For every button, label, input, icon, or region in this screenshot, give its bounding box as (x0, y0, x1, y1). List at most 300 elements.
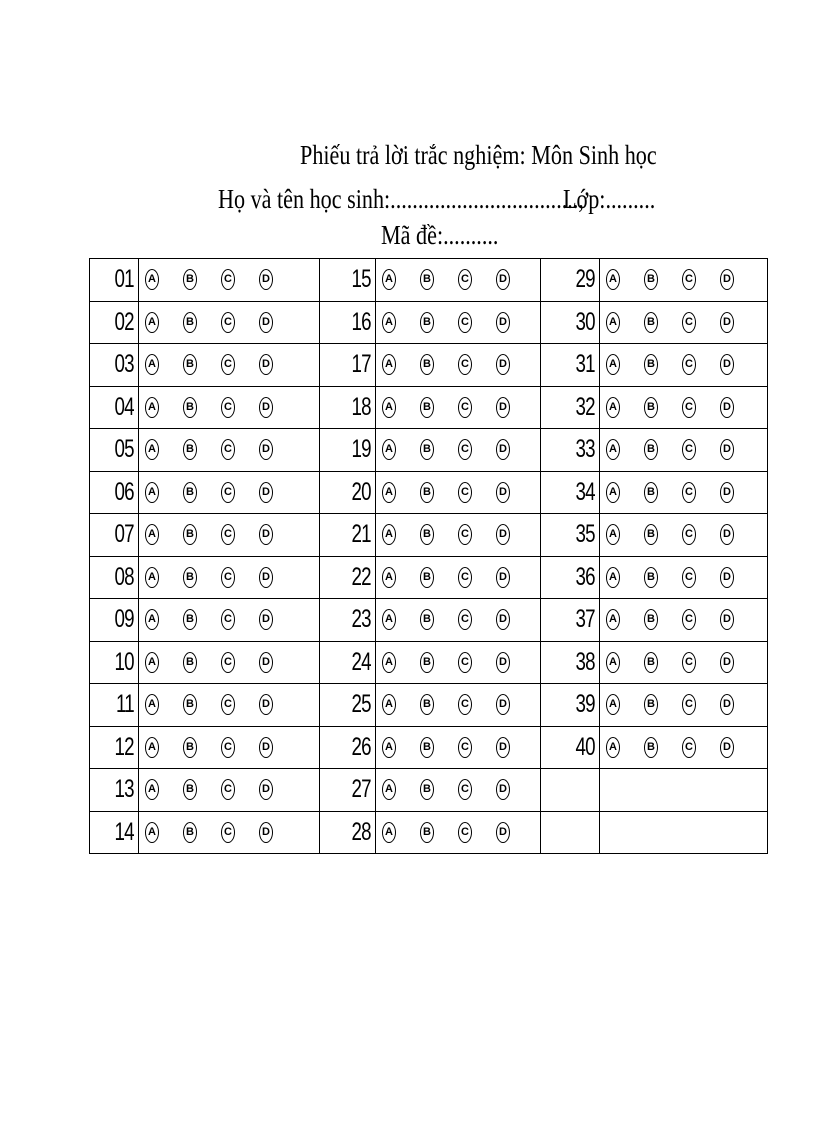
answer-row (90, 344, 768, 387)
question-number: 22 (351, 562, 371, 591)
answer-bubble-a[interactable]: A (606, 439, 620, 460)
answer-bubbles (600, 652, 767, 673)
answer-bubble-a[interactable]: A (145, 524, 159, 545)
answer-options-cell (376, 599, 541, 642)
question-number-cell (320, 259, 376, 302)
answer-bubble-c[interactable]: C (682, 609, 696, 630)
exam-code-field[interactable]: Mã đề:.......... (381, 220, 499, 250)
answer-bubble-b[interactable]: B (420, 312, 434, 333)
answer-bubble-b[interactable]: B (420, 609, 434, 630)
answer-bubble-c[interactable]: C (458, 694, 472, 715)
answer-bubble-a[interactable]: A (145, 822, 159, 843)
answer-options-cell (376, 514, 541, 557)
question-number: 34 (575, 477, 595, 506)
question-number-cell (90, 769, 139, 812)
answer-bubble-b[interactable]: B (183, 737, 197, 758)
question-number: 09 (114, 605, 134, 634)
answer-options-cell (139, 514, 320, 557)
question-number: 08 (114, 562, 134, 591)
answer-bubbles (376, 567, 540, 588)
answer-options-cell (139, 769, 320, 812)
answer-bubbles (139, 652, 319, 673)
answer-bubbles (376, 354, 540, 375)
answer-bubble-b[interactable]: B (644, 269, 658, 290)
answer-bubble-a[interactable]: A (145, 652, 159, 673)
answer-options-cell (139, 344, 320, 387)
question-number: 28 (351, 817, 371, 846)
answer-bubble-c[interactable]: C (458, 609, 472, 630)
answer-row (90, 769, 768, 812)
answer-bubbles (376, 652, 540, 673)
answer-bubble-b[interactable]: B (420, 482, 434, 503)
answer-options-cell (376, 726, 541, 769)
answer-bubble-c[interactable]: C (221, 312, 235, 333)
answer-bubble-c[interactable]: C (458, 822, 472, 843)
answer-bubble-a[interactable]: A (145, 269, 159, 290)
question-number-cell (541, 301, 600, 344)
question-number-cell (90, 641, 139, 684)
answer-bubble-d[interactable]: D (259, 694, 273, 715)
answer-row (90, 684, 768, 727)
question-number: 37 (575, 605, 595, 634)
answer-bubbles (139, 737, 319, 758)
answer-bubble-b[interactable]: B (644, 567, 658, 588)
question-number-cell (541, 556, 600, 599)
answer-bubble-c[interactable]: C (682, 567, 696, 588)
answer-bubble-c[interactable]: C (682, 354, 696, 375)
question-number-cell (541, 769, 600, 812)
answer-bubble-b[interactable]: B (183, 567, 197, 588)
answer-bubble-c[interactable]: C (458, 397, 472, 418)
answer-bubble-d[interactable]: D (720, 652, 734, 673)
answer-bubbles (600, 312, 767, 333)
answer-bubbles (376, 269, 540, 290)
answer-bubble-c[interactable]: C (221, 694, 235, 715)
answer-bubble-b[interactable]: B (183, 354, 197, 375)
answer-bubble-d[interactable]: D (259, 397, 273, 418)
question-number-cell (320, 514, 376, 557)
answer-bubble-c[interactable]: C (458, 439, 472, 460)
answer-bubble-d[interactable]: D (720, 609, 734, 630)
answer-bubble-a[interactable]: A (382, 779, 396, 800)
answer-bubbles (600, 269, 767, 290)
answer-bubble-b[interactable]: B (183, 312, 197, 333)
answer-bubble-b[interactable]: B (183, 524, 197, 545)
answer-bubble-d[interactable]: D (720, 524, 734, 545)
answer-bubble-b[interactable]: B (644, 694, 658, 715)
answer-bubble-d[interactable]: D (496, 737, 510, 758)
answer-bubble-c[interactable]: C (221, 482, 235, 503)
question-number-cell (90, 471, 139, 514)
answer-bubble-c[interactable]: C (221, 779, 235, 800)
answer-bubble-d[interactable]: D (720, 312, 734, 333)
student-name-field[interactable]: Họ và tên học sinh:.................................., (218, 184, 584, 214)
answer-bubble-a[interactable]: A (145, 737, 159, 758)
answer-bubble-d[interactable]: D (259, 652, 273, 673)
answer-bubble-b[interactable]: B (644, 482, 658, 503)
answer-bubble-b[interactable]: B (183, 439, 197, 460)
answer-options-cell (139, 259, 320, 302)
answer-bubble-d[interactable]: D (259, 312, 273, 333)
answer-bubble-d[interactable]: D (496, 779, 510, 800)
answer-bubble-a[interactable]: A (382, 694, 396, 715)
question-number: 40 (575, 732, 595, 761)
answer-bubbles (376, 397, 540, 418)
question-number: 17 (351, 350, 371, 379)
answer-bubble-a[interactable]: A (382, 397, 396, 418)
answer-options-cell (376, 386, 541, 429)
answer-bubble-a[interactable]: A (145, 354, 159, 375)
answer-bubbles (600, 482, 767, 503)
question-number: 12 (114, 732, 134, 761)
question-number-cell (320, 301, 376, 344)
answer-bubble-c[interactable]: C (221, 609, 235, 630)
answer-bubble-d[interactable]: D (496, 524, 510, 545)
answer-bubble-a[interactable]: A (145, 482, 159, 503)
answer-options-cell (139, 301, 320, 344)
answer-bubbles (600, 524, 767, 545)
answer-bubbles (376, 312, 540, 333)
answer-bubble-c[interactable]: C (458, 269, 472, 290)
answer-bubble-b[interactable]: B (420, 694, 434, 715)
answer-bubble-b[interactable]: B (420, 822, 434, 843)
answer-options-cell (376, 641, 541, 684)
answer-bubble-c[interactable]: C (682, 482, 696, 503)
answer-bubble-b[interactable]: B (420, 269, 434, 290)
answer-bubbles (139, 694, 319, 715)
answer-bubble-d[interactable]: D (259, 269, 273, 290)
answer-bubble-d[interactable]: D (496, 652, 510, 673)
answer-bubble-c[interactable]: C (682, 737, 696, 758)
answer-bubbles (600, 694, 767, 715)
answer-bubble-d[interactable]: D (720, 439, 734, 460)
answer-bubble-b[interactable]: B (183, 397, 197, 418)
answer-bubble-d[interactable]: D (496, 609, 510, 630)
answer-bubbles (139, 397, 319, 418)
question-number-cell (90, 811, 139, 854)
answer-bubble-b[interactable]: B (420, 354, 434, 375)
answer-bubble-d[interactable]: D (496, 567, 510, 588)
answer-bubbles (139, 524, 319, 545)
answer-bubble-a[interactable]: A (382, 312, 396, 333)
answer-bubbles (376, 779, 540, 800)
answer-bubbles (376, 439, 540, 460)
answer-bubble-d[interactable]: D (259, 524, 273, 545)
sheet-title: Phiếu trả lời trắc nghiệm: Môn Sinh học (300, 140, 657, 170)
question-number-cell (320, 641, 376, 684)
answer-bubble-a[interactable]: A (382, 524, 396, 545)
answer-bubble-c[interactable]: C (682, 439, 696, 460)
answer-bubble-a[interactable]: A (145, 439, 159, 460)
answer-bubble-c[interactable]: C (458, 312, 472, 333)
answer-bubble-c[interactable]: C (458, 482, 472, 503)
answer-options-cell (139, 726, 320, 769)
answer-bubble-b[interactable]: B (183, 482, 197, 503)
answer-bubble-a[interactable]: A (382, 652, 396, 673)
answer-bubble-a[interactable]: A (382, 567, 396, 588)
answer-bubble-b[interactable]: B (420, 439, 434, 460)
answer-bubble-c[interactable]: C (458, 567, 472, 588)
answer-bubbles (600, 354, 767, 375)
answer-bubble-c[interactable]: C (221, 269, 235, 290)
question-number: 10 (114, 647, 134, 676)
question-number: 16 (351, 307, 371, 336)
answer-bubble-d[interactable]: D (496, 694, 510, 715)
answer-bubble-d[interactable]: D (720, 354, 734, 375)
answer-bubble-d[interactable]: D (496, 482, 510, 503)
question-number-cell (541, 259, 600, 302)
question-number-cell (541, 514, 600, 557)
question-number: 19 (351, 435, 371, 464)
question-number-cell (541, 811, 600, 854)
question-number: 24 (351, 647, 371, 676)
answer-options-cell (600, 811, 768, 854)
answer-bubble-b[interactable]: B (183, 269, 197, 290)
answer-bubble-b[interactable]: B (644, 312, 658, 333)
answer-bubble-a[interactable]: A (145, 779, 159, 800)
question-number-cell (541, 599, 600, 642)
question-number-cell (320, 429, 376, 472)
question-number: 33 (575, 435, 595, 464)
answer-options-cell (376, 769, 541, 812)
answer-bubble-c[interactable]: C (458, 737, 472, 758)
answer-bubble-c[interactable]: C (221, 652, 235, 673)
question-number-cell (90, 344, 139, 387)
answer-bubbles (376, 524, 540, 545)
answer-bubble-c[interactable]: C (221, 354, 235, 375)
answer-bubble-c[interactable]: C (221, 439, 235, 460)
question-number-cell (90, 259, 139, 302)
answer-bubbles (139, 312, 319, 333)
answer-bubble-b[interactable]: B (644, 652, 658, 673)
answer-options-cell (600, 599, 768, 642)
answer-bubble-d[interactable]: D (496, 822, 510, 843)
question-number: 14 (114, 817, 134, 846)
answer-bubble-b[interactable]: B (420, 524, 434, 545)
question-number-cell (90, 684, 139, 727)
answer-bubbles (139, 609, 319, 630)
answer-bubble-c[interactable]: C (221, 567, 235, 588)
answer-bubble-d[interactable]: D (496, 397, 510, 418)
answer-bubble-a[interactable]: A (606, 609, 620, 630)
answer-options-cell (376, 301, 541, 344)
answer-bubble-a[interactable]: A (382, 482, 396, 503)
answer-bubble-c[interactable]: C (682, 524, 696, 545)
answer-options-cell (600, 301, 768, 344)
question-number-cell (320, 769, 376, 812)
answer-bubble-b[interactable]: B (644, 397, 658, 418)
answer-bubble-d[interactable]: D (259, 482, 273, 503)
answer-options-cell (600, 386, 768, 429)
answer-options-cell (139, 556, 320, 599)
question-number: 35 (575, 520, 595, 549)
answer-bubbles (600, 609, 767, 630)
answer-bubble-d[interactable]: D (259, 567, 273, 588)
answer-bubble-d[interactable]: D (496, 354, 510, 375)
answer-options-cell (376, 344, 541, 387)
answer-bubble-c[interactable]: C (221, 737, 235, 758)
answer-bubble-b[interactable]: B (420, 652, 434, 673)
question-number: 39 (575, 690, 595, 719)
answer-row (90, 599, 768, 642)
answer-bubble-a[interactable]: A (382, 737, 396, 758)
class-field[interactable]: Lớp:......... (563, 184, 656, 214)
answer-bubbles (376, 737, 540, 758)
answer-bubble-c[interactable]: C (682, 652, 696, 673)
answer-bubbles (376, 609, 540, 630)
answer-bubble-a[interactable]: A (606, 694, 620, 715)
question-number-cell (90, 556, 139, 599)
answer-bubble-a[interactable]: A (606, 737, 620, 758)
answer-bubble-b[interactable]: B (420, 779, 434, 800)
answer-bubble-a[interactable]: A (145, 312, 159, 333)
question-number-cell (90, 386, 139, 429)
answer-options-cell (139, 599, 320, 642)
answer-bubble-a[interactable]: A (382, 822, 396, 843)
answer-bubble-c[interactable]: C (221, 822, 235, 843)
answer-bubble-b[interactable]: B (183, 694, 197, 715)
question-number: 36 (575, 562, 595, 591)
answer-bubble-d[interactable]: D (496, 439, 510, 460)
answer-bubble-c[interactable]: C (221, 397, 235, 418)
question-number-cell (320, 811, 376, 854)
question-number-cell (90, 514, 139, 557)
question-number-cell (541, 726, 600, 769)
answer-bubble-a[interactable]: A (606, 567, 620, 588)
question-number: 20 (351, 477, 371, 506)
answer-bubble-d[interactable]: D (496, 269, 510, 290)
answer-bubble-c[interactable]: C (458, 652, 472, 673)
question-number-cell (320, 684, 376, 727)
answer-bubble-a[interactable]: A (382, 354, 396, 375)
question-number-cell (320, 471, 376, 514)
answer-bubble-b[interactable]: B (644, 439, 658, 460)
answer-bubbles (600, 397, 767, 418)
question-number: 32 (575, 392, 595, 421)
answer-bubble-a[interactable]: A (145, 609, 159, 630)
question-number-cell (320, 599, 376, 642)
answer-bubble-a[interactable]: A (382, 439, 396, 460)
question-number: 25 (351, 690, 371, 719)
answer-bubble-a[interactable]: A (145, 567, 159, 588)
answer-bubbles (139, 482, 319, 503)
answer-bubble-b[interactable]: B (644, 609, 658, 630)
answer-bubble-b[interactable]: B (183, 652, 197, 673)
answer-bubble-d[interactable]: D (259, 354, 273, 375)
answer-bubbles (139, 354, 319, 375)
answer-bubble-a[interactable]: A (382, 609, 396, 630)
answer-bubble-a[interactable]: A (606, 524, 620, 545)
answer-options-cell (139, 684, 320, 727)
answer-bubbles (139, 439, 319, 460)
answer-bubble-d[interactable]: D (720, 567, 734, 588)
question-number-cell (320, 386, 376, 429)
answer-options-cell (376, 811, 541, 854)
answer-bubble-d[interactable]: D (720, 737, 734, 758)
answer-bubble-d[interactable]: D (259, 609, 273, 630)
answer-bubble-a[interactable]: A (606, 482, 620, 503)
answer-bubble-a[interactable]: A (606, 269, 620, 290)
answer-options-cell (376, 556, 541, 599)
question-number: 31 (575, 350, 595, 379)
answer-bubble-b[interactable]: B (183, 822, 197, 843)
question-number: 04 (114, 392, 134, 421)
answer-bubbles (376, 822, 540, 843)
answer-bubble-d[interactable]: D (496, 312, 510, 333)
answer-bubble-b[interactable]: B (644, 737, 658, 758)
answer-row (90, 259, 768, 302)
answer-bubble-c[interactable]: C (682, 312, 696, 333)
answer-bubble-c[interactable]: C (458, 524, 472, 545)
answer-bubble-b[interactable]: B (420, 567, 434, 588)
question-number-cell (541, 344, 600, 387)
answer-row (90, 641, 768, 684)
answer-options-cell (376, 429, 541, 472)
question-number: 05 (114, 435, 134, 464)
answer-bubble-c[interactable]: C (458, 779, 472, 800)
answer-options-cell (600, 556, 768, 599)
answer-bubble-b[interactable]: B (183, 779, 197, 800)
answer-row (90, 514, 768, 557)
question-number: 01 (114, 265, 134, 294)
answer-bubble-d[interactable]: D (720, 694, 734, 715)
answer-bubble-a[interactable]: A (145, 694, 159, 715)
answer-bubble-a[interactable]: A (606, 354, 620, 375)
answer-options-cell (600, 429, 768, 472)
question-number-cell (541, 471, 600, 514)
answer-options-cell (139, 429, 320, 472)
question-number-cell (541, 641, 600, 684)
answer-bubble-a[interactable]: A (606, 312, 620, 333)
answer-row (90, 726, 768, 769)
answer-bubbles (139, 567, 319, 588)
answer-bubble-c[interactable]: C (458, 354, 472, 375)
answer-bubble-b[interactable]: B (644, 354, 658, 375)
answer-bubble-d[interactable]: D (720, 269, 734, 290)
answer-bubble-d[interactable]: D (720, 397, 734, 418)
answer-row (90, 386, 768, 429)
answer-bubble-a[interactable]: A (382, 269, 396, 290)
answer-bubble-b[interactable]: B (644, 524, 658, 545)
answer-bubbles (376, 482, 540, 503)
answer-options-cell (376, 684, 541, 727)
answer-bubble-b[interactable]: B (183, 609, 197, 630)
question-number: 02 (114, 307, 134, 336)
answer-bubble-d[interactable]: D (259, 822, 273, 843)
answer-bubble-b[interactable]: B (420, 737, 434, 758)
answer-bubble-c[interactable]: C (221, 524, 235, 545)
answer-bubbles (139, 269, 319, 290)
answer-bubble-d[interactable]: D (720, 482, 734, 503)
question-number: 15 (351, 265, 371, 294)
answer-bubble-c[interactable]: C (682, 397, 696, 418)
answer-bubble-b[interactable]: B (420, 397, 434, 418)
answer-bubble-c[interactable]: C (682, 694, 696, 715)
answer-bubble-d[interactable]: D (259, 737, 273, 758)
answer-options-cell (600, 769, 768, 812)
answer-bubble-a[interactable]: A (606, 652, 620, 673)
answer-bubble-c[interactable]: C (682, 269, 696, 290)
answer-bubble-a[interactable]: A (606, 397, 620, 418)
answer-bubble-d[interactable]: D (259, 439, 273, 460)
answer-options-cell (600, 471, 768, 514)
answer-options-cell (600, 641, 768, 684)
answer-bubble-d[interactable]: D (259, 779, 273, 800)
answer-bubble-a[interactable]: A (145, 397, 159, 418)
answer-options-cell (600, 684, 768, 727)
question-number: 21 (351, 520, 371, 549)
answer-options-cell (600, 514, 768, 557)
